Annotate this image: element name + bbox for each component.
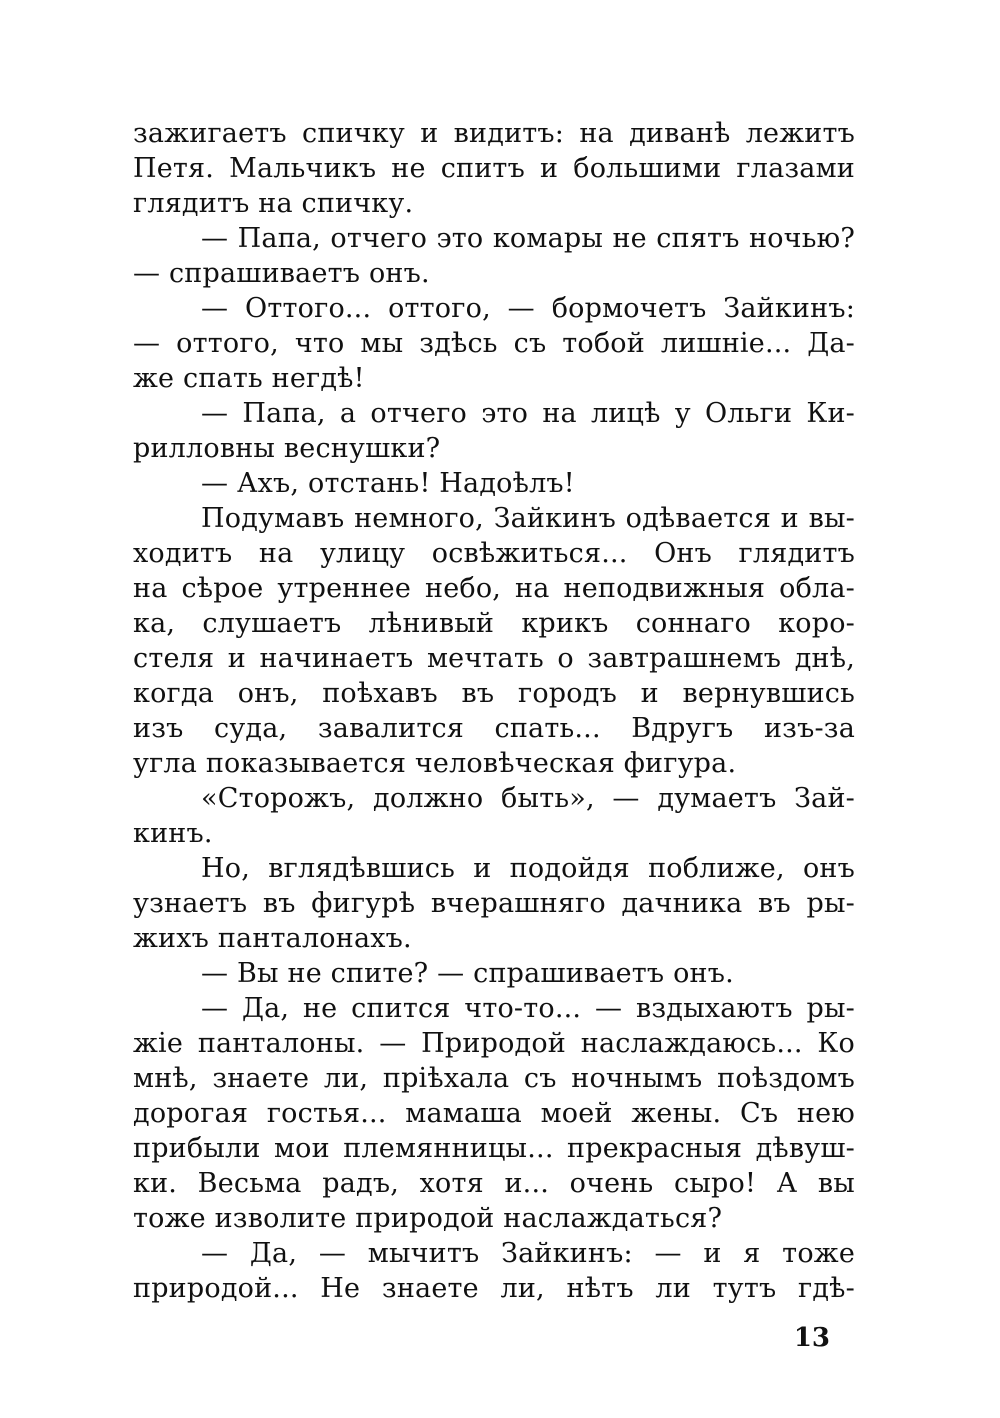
text-line: стеля и начинаетъ мечтать о завтрашнемъ днѣ, — [133, 643, 855, 674]
text-line: — Ахъ, отстань! Надоѣлъ! — [201, 468, 575, 499]
text-line: Петя. Мальчикъ не спитъ и большими глазами — [133, 153, 855, 184]
text-line: — Оттого... оттого, — бормочетъ Зайкинъ: — [201, 293, 855, 324]
text-line: прибыли мои племянницы... прекрасныя дѣвуш- — [133, 1133, 855, 1164]
text-line: «Сторожъ, должно быть», — думаетъ Зай- — [201, 783, 855, 814]
text-line: — Вы не спите? — спрашиваетъ онъ. — [201, 958, 734, 989]
text-line: — Папа, отчего это комары не спятъ ночью? — [201, 223, 855, 254]
text-line: мнѣ, знаете ли, пріѣхала съ ночнымъ поѣздомъ — [133, 1063, 855, 1094]
text-line: жіе панталоны. — Природой наслаждаюсь... Ко — [133, 1028, 855, 1059]
text-line: зажигаетъ спичку и видитъ: на диванѣ лежитъ — [133, 118, 855, 149]
text-line: глядитъ на спичку. — [133, 188, 414, 219]
text-line: дорогая гостья... мамаша моей жены. Съ нею — [133, 1098, 855, 1129]
text-line: Подумавъ немного, Зайкинъ одѣвается и вы- — [201, 503, 855, 534]
text-line: когда онъ, поѣхавъ въ городъ и вернувшись — [133, 678, 855, 709]
text-line: рилловны веснушки? — [133, 433, 441, 464]
text-line: — Да, — мычитъ Зайкинъ: — и я тоже — [201, 1238, 855, 1269]
text-line: природой... Не знаете ли, нѣтъ ли тутъ гдѣ- — [133, 1273, 855, 1304]
text-line: узнаетъ въ фигурѣ вчерашняго дачника въ ры- — [133, 888, 855, 919]
text-line: ходитъ на улицу освѣжиться... Онъ глядитъ — [133, 538, 855, 569]
text-line: жихъ панталонахъ. — [133, 923, 412, 954]
text-line: — Папа, а отчего это на лицѣ у Ольги Ки- — [201, 398, 855, 429]
text-line: ки. Весьма радъ, хотя и... очень сыро! А вы — [133, 1168, 855, 1199]
text-line: — Да, не спится что-то... — вздыхаютъ ры- — [201, 993, 855, 1024]
text-line: — спрашиваетъ онъ. — [133, 258, 430, 289]
text-line: изъ суда, завалится спать... Вдругъ изъ-за — [133, 713, 855, 744]
text-line: ка, слушаетъ лѣнивый крикъ соннаго коро- — [133, 608, 855, 639]
page-number: 13 — [793, 1323, 830, 1353]
text-line: угла показывается человѣческая фигура. — [133, 748, 737, 779]
text-line: Но, вглядѣвшись и подойдя поближе, онъ — [201, 853, 855, 884]
text-line: — оттого, что мы здѣсь съ тобой лишніе... Да- — [133, 328, 855, 359]
text-line: тоже изволите природой наслаждаться? — [133, 1203, 723, 1234]
text-line: кинъ. — [133, 818, 213, 849]
text-line: же спать негдѣ! — [133, 363, 365, 394]
text-line: на сѣрое утреннее небо, на неподвижныя обла- — [133, 573, 855, 604]
